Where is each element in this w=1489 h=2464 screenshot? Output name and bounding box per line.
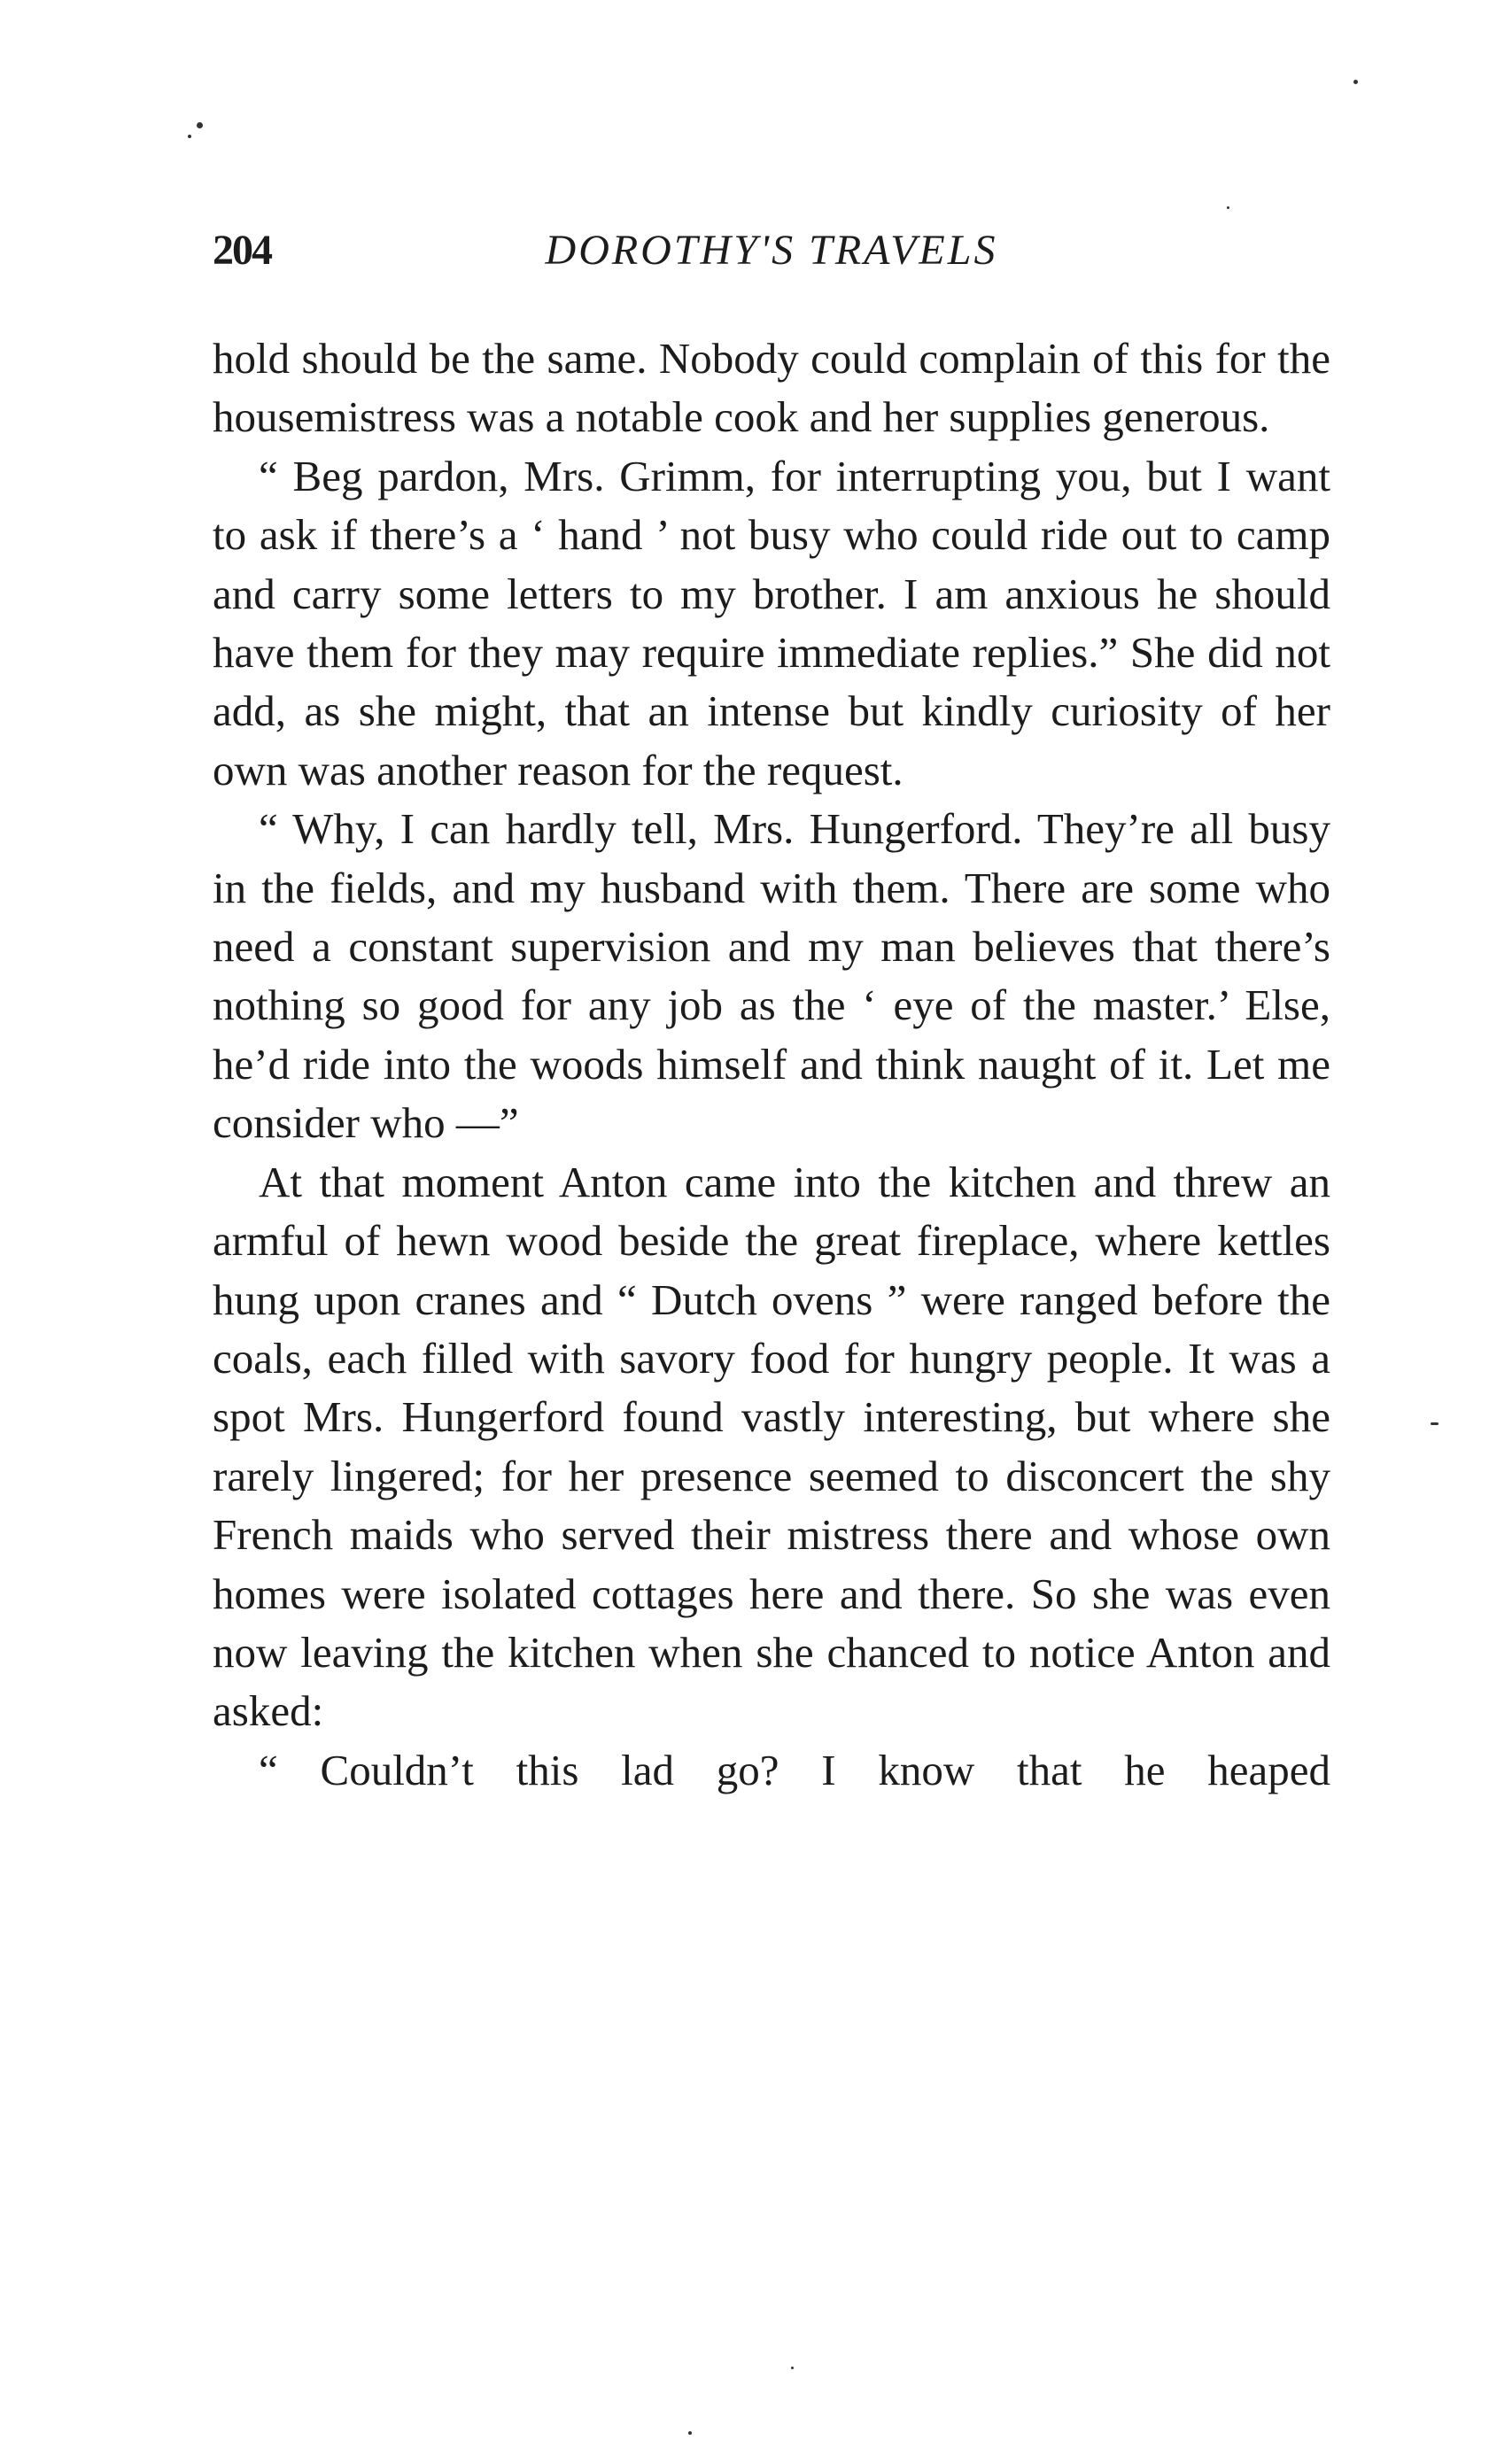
paragraph: “ Beg pardon, Mrs. Grimm, for interrupting you, but I want to ask if there’s a ‘ hand ’ not busy who could ride out to camp and carry some letters to my brother. I am anxious he should have them for they may require immediate replies.” She did not add, as she might, that an intense but kindly curiosity of her own was another reason for the request.: [213, 451, 1330, 794]
paragraph: hold should be the same. Nobody could complain of this for the housemistress was a notable cook and her supplies generous.: [213, 334, 1330, 442]
paragraph: “ Couldn’t this lad go? I know that he heaped: [259, 1745, 1330, 1794]
scan-speck: [1431, 1422, 1439, 1425]
scan-speck: [1227, 206, 1229, 209]
scan-speck: [688, 2431, 692, 2435]
scan-speck: [1353, 80, 1358, 84]
scan-speck: [188, 135, 191, 138]
page-number: 204: [213, 227, 271, 274]
scan-speck: [197, 122, 203, 128]
running-title: DOROTHY'S TRAVELS: [545, 227, 998, 274]
paragraph: “ Why, I can hardly tell, Mrs. Hungerford. They’re all busy in the fields, and my husband with them. There are some who need a constant supervision and my man believes that there’s nothing so good for any job as the ‘ eye of the master.’ Else, he’d ride into the woods himself and think naught of it. Let me consider who —”: [213, 804, 1330, 1148]
scan-speck: [791, 2367, 794, 2369]
body-text: [213, 329, 1330, 1800]
page-header: [213, 226, 1330, 288]
paragraph: At that moment Anton came into the kitchen and threw an armful of hewn wood beside the great fireplace, where kettles hung upon cranes and “ Dutch ovens ” were ranged before the coals, each filled with savory food for hungry people. It was a spot Mrs. Hungerford found vastly interesting, but where she rarely lingered; for her presence seemed to disconcert the shy French maids who served their mistress there and whose own homes were isolated cottages here and there. So she was even now leaving the kitchen when she chanced to notice Anton and asked:: [213, 1157, 1330, 1736]
